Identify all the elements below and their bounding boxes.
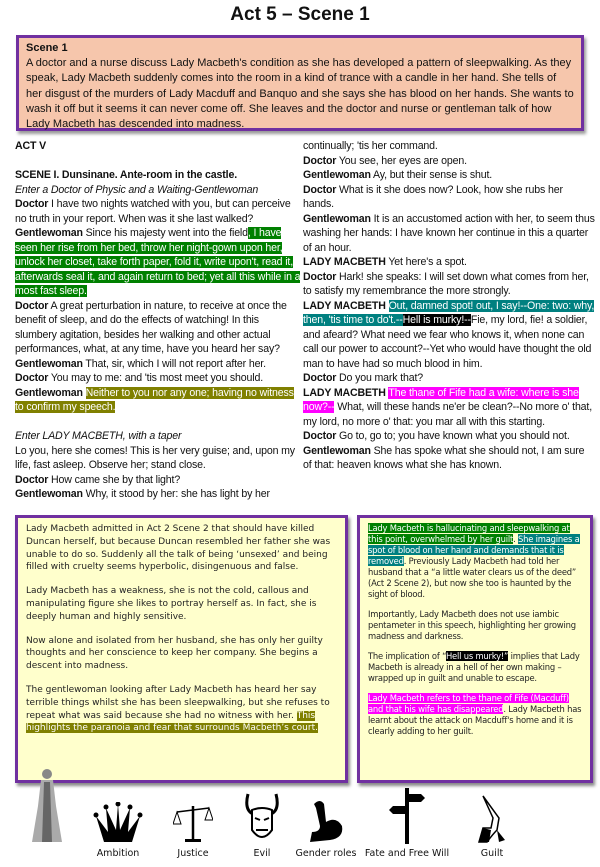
highlighted-text: Hell is murky!-- [402,314,471,326]
theme-label: Fate and Free Will [364,848,450,859]
text-segment: It is an accustomed action with her, to seem thus washing her hands: I have known her continue in this a quarter of an hour. [303,212,595,254]
paragraph [303,154,595,169]
speaker-name: LADY MACBETH [303,256,386,268]
analysis-box-right [357,515,593,783]
speaker-name: Doctor [303,154,337,167]
text-segment: Yet here's a spot. [385,256,467,268]
text-segment: Since his majesty went into the field [82,227,248,239]
text-segment: The gentlewoman looking after Lady Macbeth has heard her say terrible things whilst she has been sleepwalking, but she refuses to repeat what was said because she had no witness with her. [26,684,330,721]
paragraph [15,371,301,386]
text-segment: That, sir, which I will not report after her. [82,357,266,370]
paragraph [303,139,595,154]
paragraph [15,168,301,183]
paragraph [368,609,582,642]
highlighted-text: She imagines a spot of blood on her hand and demands that it is removed [368,534,580,566]
speaker-name: ACT V [15,140,47,152]
paragraph [15,197,301,226]
speaker-name: Gentlewoman [303,212,371,225]
demon-mask-icon [244,792,280,844]
theme-guilt [462,786,522,859]
text-segment: What, will these hands ne'er be clean?--No more o' that, my lord, no more o' that: you mar all with this starting. [303,401,593,428]
text-segment: Lady Macbeth has a weakness, she is not the cold, callous and manipulating figure she likes to portray herself as. In fact, she is deeply human and highly sensitive. [26,586,317,622]
highlighted-text: , I have seen her rise from her bed, throw her night-gown upon her, unlock her closet, take forth paper, fold it, write upon't, read it, afterwards seal it, and again return to bed; yet all this while in a most fast sleep. [15,227,301,297]
text-segment: implies that Lady Macbeth is already in a hell of her own making – wrapped up in guilt and unable to escape. [368,651,580,683]
script-column-left [15,139,301,502]
text-segment: Lo you, here she comes! This is her very guise; and, upon my life, fast asleep. Observe her; stand close. [15,444,295,471]
lady-macbeth-figure [22,786,72,844]
paragraph [303,299,595,372]
theme-label: Justice [177,848,209,859]
text-segment: What is it she does now? Look, how she rubs her hands. [303,183,563,210]
theme-justice [163,786,223,859]
paragraph [15,429,301,444]
paragraph [15,139,301,154]
scales-icon [173,802,213,844]
speaker-name: Doctor [303,183,337,196]
paragraph [26,635,337,673]
praying-hands-icon [477,794,507,844]
paragraph [303,444,595,473]
speaker-name: Gentlewoman [15,227,83,239]
speaker-name: Gentlewoman [15,488,83,500]
paragraph [303,386,595,430]
text-segment: Do you mark that? [336,372,424,384]
paragraph [368,693,582,737]
paragraph [26,523,337,574]
paragraph [368,651,582,684]
summary-heading: Scene 1 [26,42,68,54]
text-segment: Importantly, Lady Macbeth does not use iambic pentameter in this speech, highlighting her growing madness and darkness. [368,609,576,641]
paragraph [26,684,337,735]
paragraph [15,444,301,473]
crown-icon [92,802,144,844]
theme-label: Gender roles [295,848,357,859]
highlighted-text: Out, damned spot! out, I say!--One: two: why, then, 'tis time to do't.-- [303,299,595,326]
paragraph [303,255,595,270]
theme-gender-roles [290,786,362,859]
highlighted-text: The thane of Fife had a wife: where is she now?-- [303,386,579,413]
themes-row [0,786,600,867]
summary-text: A doctor and a nurse discuss Lady Macbeth's condition as she has developed a pattern of sleepwalking. As they speak, Lady Macbeth suddenly comes into the room in a kind of trance with a candle in her hand. She tells of her disgust of the murders of Lady Macduff and Banquo and she says she has blood on her hands. She wants to wash it off but it seems it can never come off. She leaves and the doctor and nurse or gentleman talk of how Lady Macbeth has descended into madness. [26,57,574,131]
speaker-name: Doctor [303,372,337,384]
paragraph [15,226,301,299]
lady-macbeth-icon [30,766,64,844]
speaker-name: Gentlewoman [15,386,83,399]
theme-label: Guilt [480,848,504,859]
theme-label: Ambition [96,848,140,859]
text-segment: The implication of “ [368,651,446,661]
text-segment: continually; 'tis her command. [303,140,438,152]
paragraph [15,473,301,488]
highlighted-text: Neither to you nor any one; having no witness to confirm my speech. [15,386,294,413]
text-segment: Fie, my lord, fie! a soldier, and afeard? What need we fear who knows it, when none can call our power to account?--Yet who would have thought the old man to have had so much blood in him. [303,314,592,370]
paragraph [303,183,595,212]
text-segment: You see, her eyes are open. [336,154,467,167]
text-segment: Enter a Doctor of Physic and a Waiting-Gentlewoman [15,183,259,196]
paragraph [15,299,301,357]
speaker-name: LADY MACBETH [303,299,386,312]
speaker-name: Doctor [15,198,49,210]
script-column-right [303,139,595,473]
theme-evil [232,786,292,859]
paragraph [303,371,595,386]
speaker-name: Doctor [15,473,49,486]
text-segment: . Lady Macbeth has learnt about the attack on Macduff's home and it is clearly adding to her guilt. [368,704,582,736]
text-segment: I have two nights watched with you, but can perceive no truth in your report. When was it she last walked? [15,198,291,225]
text-segment: Ay, but their sense is shut. [370,169,493,181]
text-segment: Lady Macbeth admitted in Act 2 Scene 2 that should have killed Duncan herself, but because Duncan resembled her father she was unable to do so. Suddenly all the talk of being ‘unsexed’ and being filled with cruelty seems hyperbolic, disingenuous and false. [26,524,331,573]
page-title: Act 5 – Scene 1 [230,4,370,25]
text-segment: How came she by that light? [48,473,181,486]
spacer [15,415,301,430]
signpost-icon [389,786,425,844]
text-segment: Go to, go to; you have known what you should not. [336,430,570,442]
paragraph [15,357,301,372]
speaker-name: Gentlewoman [303,444,371,457]
paragraph [303,270,595,299]
paragraph [303,212,595,256]
speaker-name: Gentlewoman [303,169,371,181]
speaker-name: Doctor [15,299,49,312]
speaker-name: Doctor [303,270,337,283]
paragraph [303,429,595,444]
theme-label: Evil [253,848,271,859]
spacer [15,154,301,169]
theme-fate-free-will [362,786,452,859]
text-segment: A great perturbation in nature, to receive at once the benefit of sleep, and do the effects of watching! In this slumbery agitation, besides her walking and other actual performances, what, at any time, have you heard her say? [15,299,287,355]
paragraph [15,183,301,198]
highlighted-text: Hell us murky!” [445,651,509,661]
text-segment: You may to me: and 'tis most meet you should. [48,372,264,384]
highlighted-text: This highlights the paranoia and fear that surrounds Macbeth’s court. [26,710,318,734]
paragraph [368,523,582,600]
theme-ambition [88,786,148,859]
flexed-arm-icon [306,798,346,844]
paragraph [26,585,337,623]
scene-summary-box [16,35,584,131]
text-segment: She has spoke what she should not, I am sure of that: heaven knows what she has known. [303,444,585,471]
text-segment: Hark! she speaks: I will set down what comes from her, to satisfy my remembrance the more strongly. [303,270,589,297]
paragraph [303,168,595,183]
paragraph [15,386,301,415]
speaker-name: Gentlewoman [15,357,83,370]
text-segment: . Previously Lady Macbeth had told her husband that a “a little water clears us of the deed” (Act 2 Scene 2), but now she too is haunted by the sight of blood. [368,556,577,599]
text-segment: Why, it stood by her: she has light by her [82,488,270,500]
speaker-name: LADY MACBETH [303,386,386,399]
text-segment: Now alone and isolated from her husband, she has only her guilty thoughts and her conscience to keep her company. She begins a descent into madness. [26,635,323,672]
speaker-name: Doctor [15,372,49,384]
speaker-name: Doctor [303,430,337,442]
paragraph [15,487,301,502]
speaker-name: SCENE I. Dunsinane. Ante-room in the castle. [15,169,237,181]
highlighted-text: Lady Macbeth is hallucinating and sleepwalking at this point, overwhelmed by her guilt [368,523,570,544]
analysis-box-left [15,515,348,783]
highlighted-text: Lady Macbeth refers to the thane of Fife (Macduff) and that his wife has disappeared [368,693,569,714]
text-segment: Enter LADY MACBETH, with a taper [15,430,182,442]
text-segment: . [513,534,519,544]
